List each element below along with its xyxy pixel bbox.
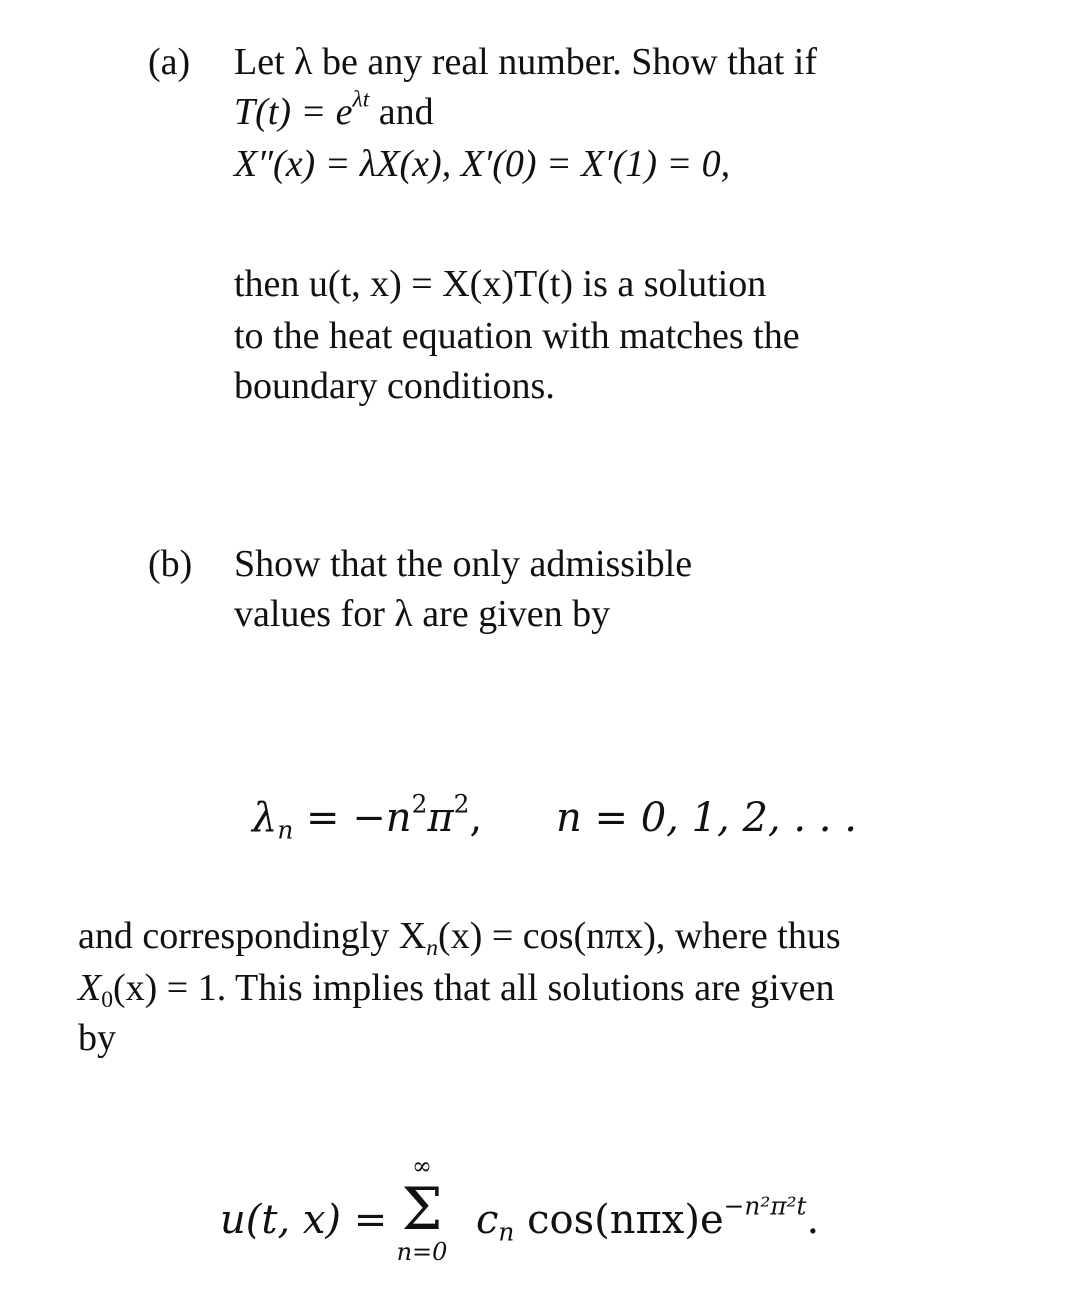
- part-b-line-2: values for λ are given by: [234, 593, 611, 635]
- series-lhs: u(t, x) =: [220, 1197, 388, 1243]
- part-a-line-2-exponent: λt: [352, 86, 370, 113]
- eq-lhs: λ: [252, 795, 278, 841]
- sum-symbol: Σ: [401, 1175, 443, 1243]
- summation: [398, 1152, 446, 1266]
- text-1-sub: n: [426, 935, 439, 962]
- text-1-b: (x) = cos(nπx), where thus: [438, 915, 841, 957]
- part-a-line-2-prefix: T(t) = e: [234, 91, 353, 133]
- eq-rhs-a: = −n: [293, 795, 412, 841]
- text-line-1: [78, 912, 841, 960]
- eq-rhs-c: ,: [469, 795, 483, 841]
- text-2-a: X: [78, 967, 102, 1009]
- eq-rhs-sup2: 2: [453, 789, 470, 819]
- text-1-a: and correspondingly X: [78, 915, 427, 957]
- part-a-line-6: boundary conditions.: [234, 365, 555, 407]
- eigenvalue-range: [556, 794, 857, 842]
- part-a-line-3: X″(x) = λX(x), X′(0) = X′(1) = 0,: [234, 143, 731, 185]
- series-term: [476, 1191, 820, 1247]
- sum-term-exp: −n²π²t: [723, 1191, 807, 1221]
- part-a-line-2: [234, 88, 434, 136]
- part-a-line-1: Let λ be any real number. Show that if: [234, 41, 817, 83]
- eq-rhs-sup1: 2: [411, 789, 428, 819]
- eq-rhs-b: π: [427, 795, 454, 841]
- sum-term-c: c: [476, 1197, 499, 1243]
- part-b-label: (b): [148, 543, 193, 585]
- sum-lower-limit: n=0: [396, 1238, 448, 1266]
- sum-term-sub: n: [498, 1217, 515, 1247]
- text-2-sub: 0: [101, 987, 113, 1014]
- sum-upper-limit: ∞: [412, 1152, 432, 1180]
- text-line-3: by: [78, 1017, 116, 1059]
- part-a-label: (a): [148, 41, 191, 83]
- eigenvalue-equation: [252, 789, 483, 845]
- part-a-line-5: to the heat equation with matches the: [234, 315, 800, 357]
- eq-lhs-sub: n: [277, 815, 294, 845]
- part-b-line-1: Show that the only admissible: [234, 543, 693, 585]
- sum-term-end: .: [806, 1197, 820, 1243]
- text-2-b: (x) = 1. This implies that all solutions are given: [113, 967, 835, 1009]
- text-line-2: [78, 964, 835, 1012]
- eq-range: n = 0, 1, 2, . . .: [556, 795, 857, 841]
- sum-term-cos: cos(nπx)e: [514, 1197, 724, 1243]
- part-a-line-4: then u(t, x) = X(x)T(t) is a solution: [234, 263, 767, 305]
- part-a-line-2-suffix: and: [369, 91, 434, 133]
